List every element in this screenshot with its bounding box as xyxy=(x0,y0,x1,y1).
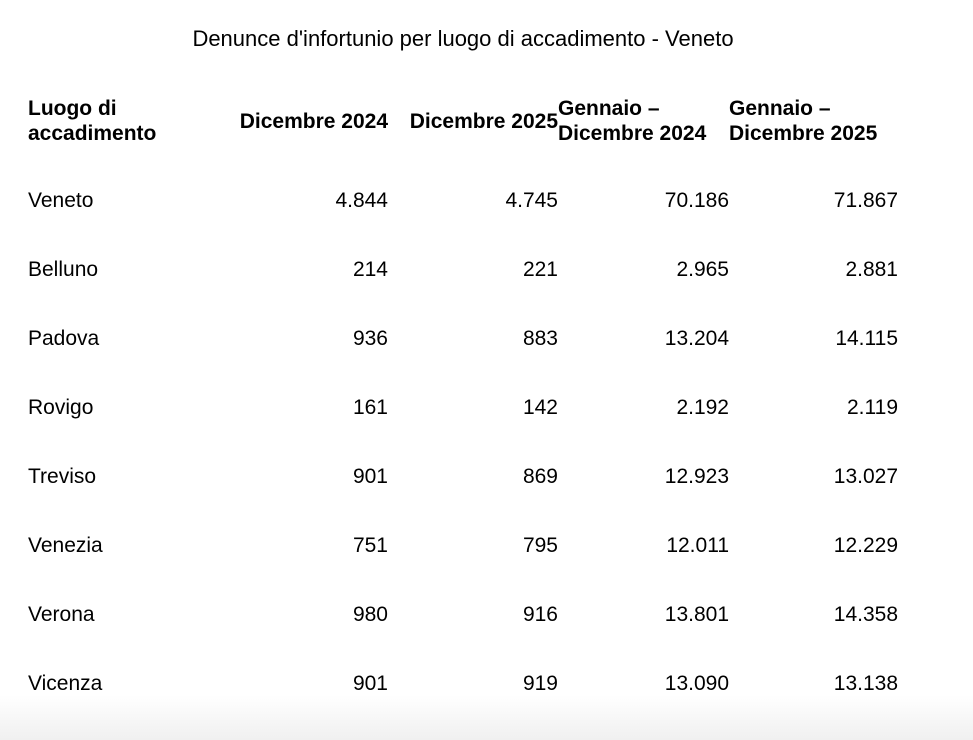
cell-jan-dec-2025: 2.119 xyxy=(847,396,898,419)
cell-location: Verona xyxy=(28,603,95,626)
cell-location: Belluno xyxy=(28,258,99,281)
table-row xyxy=(28,511,898,580)
page-title: Denunce d'infortunio per luogo di accadimento - Veneto xyxy=(192,26,734,51)
cell-dec-2024: 901 xyxy=(352,465,388,488)
cell-dec-2024: 161 xyxy=(352,396,388,419)
cell-jan-dec-2025: 13.138 xyxy=(833,672,898,695)
cell-location: Rovigo xyxy=(28,396,94,419)
cell-dec-2024: 751 xyxy=(352,534,388,557)
table-row xyxy=(28,373,898,442)
cell-jan-dec-2024: 13.090 xyxy=(664,672,729,695)
cell-jan-dec-2025: 2.881 xyxy=(845,258,898,281)
cell-location: Vicenza xyxy=(28,672,103,695)
cell-dec-2024: 901 xyxy=(352,672,388,695)
cell-dec-2024: 980 xyxy=(352,603,388,626)
header-location: Luogo di accadimento xyxy=(28,97,157,145)
header-jan-dec-2025: Gennaio – Dicembre 2025 xyxy=(729,97,878,145)
cell-dec-2025: 869 xyxy=(522,465,558,488)
cell-dec-2025: 795 xyxy=(522,534,558,557)
table-row xyxy=(28,148,898,235)
cell-location: Veneto xyxy=(28,189,94,212)
cell-dec-2025: 4.745 xyxy=(505,189,558,212)
table-row xyxy=(28,304,898,373)
table-row xyxy=(28,235,898,304)
cell-dec-2025: 919 xyxy=(522,672,558,695)
cell-jan-dec-2025: 13.027 xyxy=(833,465,898,488)
cell-dec-2025: 916 xyxy=(522,603,558,626)
cell-jan-dec-2024: 2.192 xyxy=(676,396,729,419)
cell-jan-dec-2025: 12.229 xyxy=(833,534,898,557)
cell-location: Venezia xyxy=(28,534,103,557)
cell-dec-2024: 4.844 xyxy=(335,189,388,212)
header-jan-dec-2024: Gennaio – Dicembre 2024 xyxy=(558,97,707,145)
cell-jan-dec-2024: 12.923 xyxy=(664,465,729,488)
cell-location: Treviso xyxy=(28,465,97,488)
header-dec-2024: Dicembre 2024 xyxy=(239,109,388,133)
table-header-row xyxy=(28,94,898,148)
cell-dec-2025: 142 xyxy=(522,396,558,419)
table-row xyxy=(28,649,898,718)
cell-jan-dec-2024: 13.204 xyxy=(664,327,729,350)
cell-jan-dec-2025: 14.358 xyxy=(833,603,898,626)
cell-jan-dec-2025: 14.115 xyxy=(835,327,898,350)
cell-dec-2025: 221 xyxy=(522,258,558,281)
cell-dec-2025: 883 xyxy=(522,327,558,350)
cell-location: Padova xyxy=(28,327,100,350)
cell-dec-2024: 214 xyxy=(352,258,388,281)
header-dec-2025: Dicembre 2025 xyxy=(409,109,558,133)
cell-jan-dec-2024: 13.801 xyxy=(664,603,729,626)
injury-reports-table xyxy=(28,94,898,718)
cell-jan-dec-2025: 71.867 xyxy=(833,189,898,212)
cell-jan-dec-2024: 2.965 xyxy=(676,258,729,281)
table-row xyxy=(28,442,898,511)
table-row xyxy=(28,580,898,649)
cell-dec-2024: 936 xyxy=(352,327,388,350)
cell-jan-dec-2024: 70.186 xyxy=(664,189,729,212)
cell-jan-dec-2024: 12.011 xyxy=(666,534,729,557)
